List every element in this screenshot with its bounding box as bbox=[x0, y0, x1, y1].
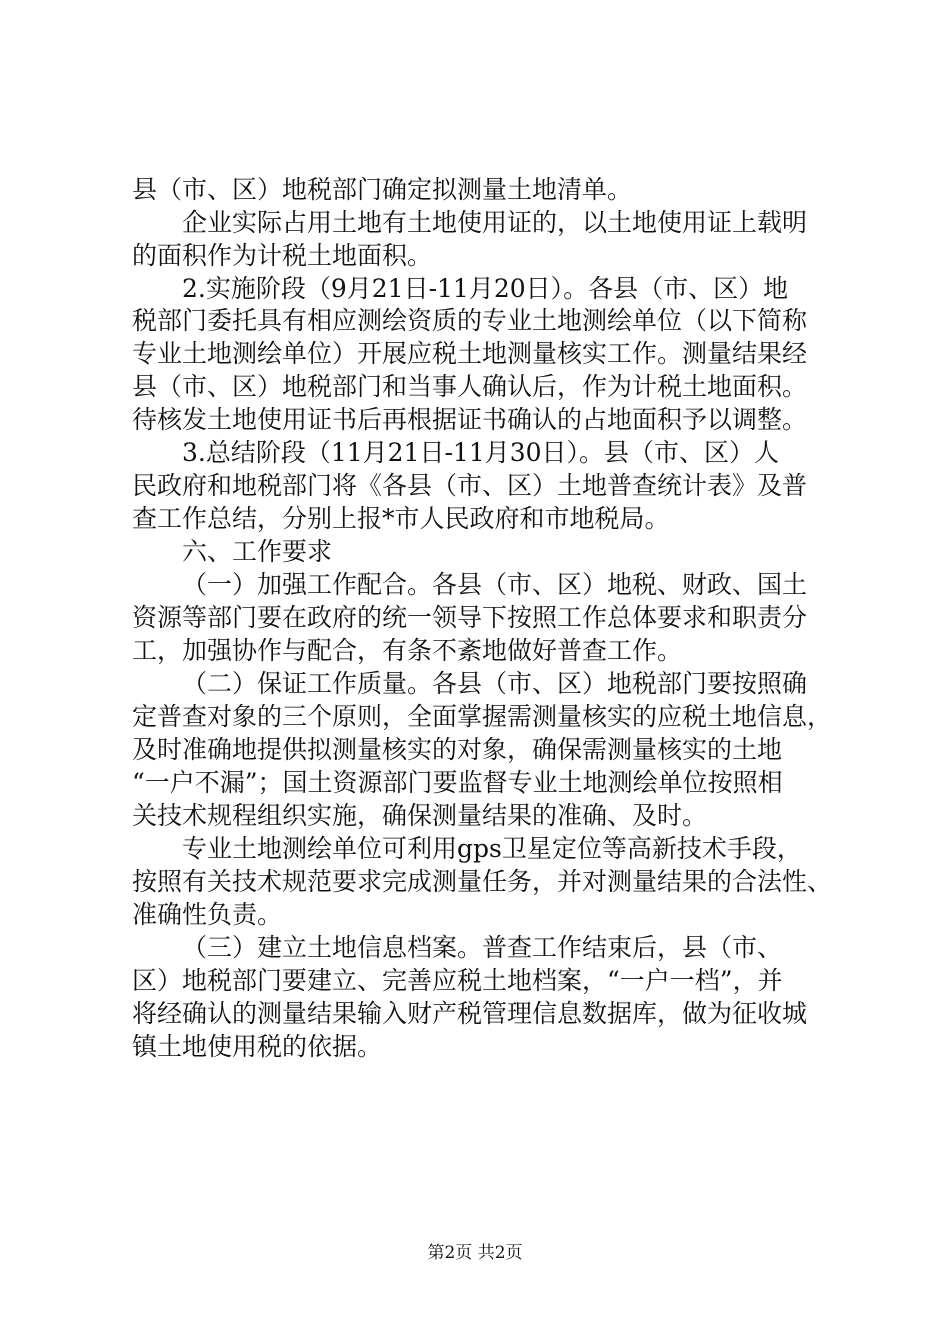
text-line: 区）地税部门要建立、完善应税土地档案，“一户一档”，并 bbox=[132, 966, 783, 995]
text-line: 按照有关技术规范要求完成测量任务，并对测量结果的合法性、 bbox=[132, 867, 833, 896]
text-line: 及时准确地提供拟测量核实的对象，确保需测量核实的土地 bbox=[132, 735, 783, 764]
text-line: （三）建立土地信息档案。普查工作结束后，县（市、 bbox=[182, 933, 783, 962]
text-line: 县（市、区）地税部门确定拟测量土地清单。 bbox=[132, 175, 633, 204]
section-heading: 六、工作要求 bbox=[182, 537, 333, 566]
text-line: 企业实际占用土地有土地使用证的，以土地使用证上载明 bbox=[182, 208, 808, 237]
text-line: 待核发土地使用证书后再根据证书确认的占地面积予以调整。 bbox=[132, 405, 808, 434]
text-line: 的面积作为计税土地面积。 bbox=[132, 241, 433, 270]
text-line: （一）加强工作配合。各县（市、区）地税、财政、国土 bbox=[182, 570, 808, 599]
text-line: “一户不漏”；国土资源部门要监督专业土地测绘单位按照相 bbox=[132, 768, 783, 797]
text-line: 将经确认的测量结果输入财产税管理信息数据库，做为征收城 bbox=[132, 999, 808, 1028]
page-number-footer: 第2页 共2页 bbox=[427, 1243, 523, 1263]
text-line: 镇土地使用税的依据。 bbox=[132, 1032, 383, 1061]
text-line: 关技术规程组织实施，确保测量结果的准确、及时。 bbox=[132, 801, 708, 830]
text-line: 民政府和地税部门将《各县（市、区）土地普查统计表》及普 bbox=[132, 471, 808, 500]
text-line: 工，加强协作与配合，有条不紊地做好普查工作。 bbox=[132, 636, 683, 665]
text-line: 县（市、区）地税部门和当事人确认后，作为计税土地面积。 bbox=[132, 372, 808, 401]
text-line: 专业土地测绘单位）开展应税土地测量核实工作。测量结果经 bbox=[132, 339, 808, 368]
text-line: 专业土地测绘单位可利用gps卫星定位等高新技术手段， bbox=[182, 834, 802, 863]
text-line: 3.总结阶段（11月21日-11月30日）。县（市、区）人 bbox=[182, 438, 780, 467]
text-line: 准确性负责。 bbox=[132, 900, 283, 929]
text-line: 定普查对象的三个原则，全面掌握需测量核实的应税土地信息， bbox=[132, 702, 833, 731]
text-line: 查工作总结，分别上报*市人民政府和市地税局。 bbox=[132, 504, 670, 533]
text-line: 资源等部门要在政府的统一领导下按照工作总体要求和职责分 bbox=[132, 603, 808, 632]
text-line: 2.实施阶段（9月21日-11月20日）。各县（市、区）地 bbox=[182, 274, 789, 303]
text-line: 税部门委托具有相应测绘资质的专业土地测绘单位（以下简称 bbox=[132, 306, 808, 335]
text-line: （二）保证工作质量。各县（市、区）地税部门要按照确 bbox=[182, 669, 808, 698]
